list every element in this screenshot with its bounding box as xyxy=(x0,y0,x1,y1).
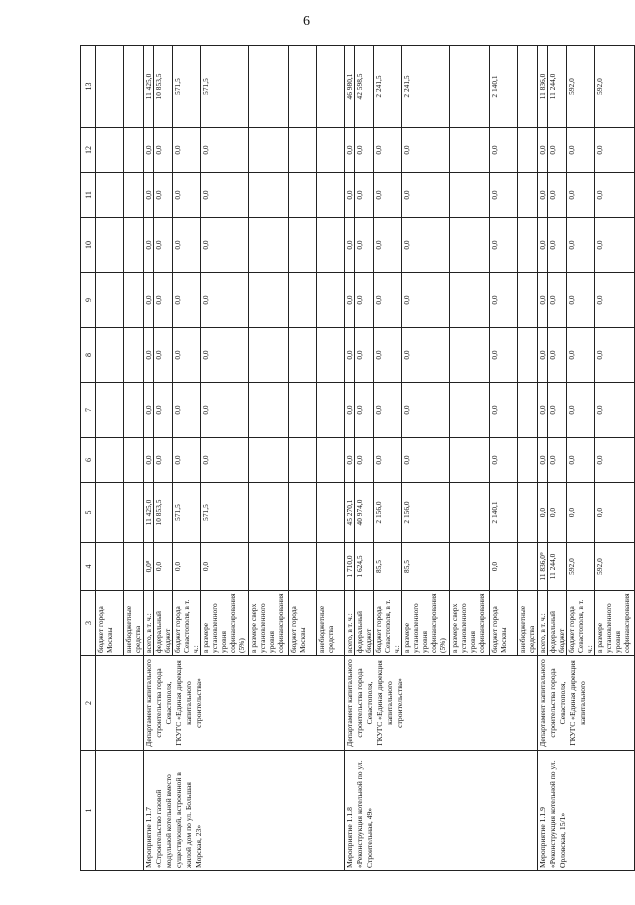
funding-source-cell: бюджет города Москвы xyxy=(96,591,124,656)
value-cell xyxy=(317,483,345,543)
value-cell xyxy=(450,328,490,383)
value-cell: 0,0 xyxy=(567,218,595,273)
value-cell: 0,0 xyxy=(548,483,567,543)
value-cell: 0,0 xyxy=(548,273,567,328)
value-cell: 0,0 xyxy=(538,273,548,328)
value-cell: 0,0 xyxy=(595,383,635,438)
header-cell: 3 xyxy=(81,591,96,656)
value-cell: 0,0 xyxy=(374,218,402,273)
value-cell: 40 974,0 xyxy=(355,483,374,543)
header-cell: 10 xyxy=(81,218,96,273)
funding-source-cell: бюджет города Севастополя, в т. ч.: xyxy=(173,591,201,656)
value-cell xyxy=(317,383,345,438)
value-cell xyxy=(249,273,289,328)
funding-source-cell: в размере установленного уровня софинансирования (5%) xyxy=(201,591,249,656)
value-cell: 0,0 xyxy=(567,328,595,383)
value-cell xyxy=(450,273,490,328)
value-cell: 10 853,5 xyxy=(154,483,173,543)
value-cell xyxy=(289,273,317,328)
value-cell: 2 241,5 xyxy=(402,46,450,128)
value-cell xyxy=(518,543,538,591)
header-cell: 2 xyxy=(81,656,96,751)
value-cell: 0,0 xyxy=(538,383,548,438)
value-cell: 592,0 xyxy=(567,543,595,591)
value-cell: 0,0 xyxy=(355,218,374,273)
table-row xyxy=(538,46,548,871)
value-cell: 0,0 xyxy=(595,173,635,218)
funding-table xyxy=(80,45,635,871)
value-cell xyxy=(450,218,490,273)
value-cell xyxy=(518,438,538,483)
value-cell: 592,0 xyxy=(567,46,595,128)
value-cell xyxy=(289,383,317,438)
value-cell xyxy=(124,273,144,328)
value-cell: 0,0 xyxy=(154,328,173,383)
value-cell xyxy=(317,273,345,328)
value-cell xyxy=(450,438,490,483)
value-cell: 0,0 xyxy=(548,128,567,173)
value-cell xyxy=(96,218,124,273)
value-cell: 0,0 xyxy=(595,128,635,173)
value-cell: 0,0 xyxy=(402,173,450,218)
value-cell xyxy=(518,273,538,328)
funding-source-cell: в размере сверх установленного уровня софинансирования xyxy=(450,591,490,656)
value-cell xyxy=(124,46,144,128)
value-cell: 0,0 xyxy=(154,173,173,218)
funding-source-cell: федеральный бюджет xyxy=(154,591,173,656)
value-cell: 11 836,0⁹ xyxy=(538,543,548,591)
value-cell xyxy=(249,543,289,591)
header-cell: 8 xyxy=(81,328,96,383)
value-cell: 45 270,1 xyxy=(345,483,355,543)
header-cell: 5 xyxy=(81,483,96,543)
measure-name-cell: Мероприятие 1.1.7 «Строительство газовой модульной котельной вместо существующей, встроенной в жилой дом по ул. Большая Морская, 23» xyxy=(144,751,345,871)
value-cell: 0,0 xyxy=(144,273,154,328)
value-cell xyxy=(317,438,345,483)
value-cell xyxy=(124,328,144,383)
page-number: 6 xyxy=(303,14,310,29)
value-cell: 0,0 xyxy=(345,383,355,438)
value-cell: 0,0 xyxy=(595,483,635,543)
value-cell: 0,0 xyxy=(548,383,567,438)
value-cell: 0,0 xyxy=(490,128,518,173)
funding-source-cell: внебюджетные средства xyxy=(124,591,144,656)
value-cell xyxy=(450,173,490,218)
value-cell xyxy=(124,218,144,273)
header-cell: 13 xyxy=(81,46,96,128)
value-cell xyxy=(289,128,317,173)
value-cell: 571,5 xyxy=(173,46,201,128)
value-cell: 0,0 xyxy=(355,173,374,218)
value-cell: 0,0 xyxy=(374,383,402,438)
funding-source-cell: федеральный бюджет xyxy=(355,591,374,656)
value-cell: 0,0 xyxy=(173,173,201,218)
value-cell: 0,0 xyxy=(345,173,355,218)
value-cell: 0,0 xyxy=(402,128,450,173)
measure-name-cell xyxy=(96,751,144,871)
value-cell: 0,0 xyxy=(173,218,201,273)
value-cell: 0,0 xyxy=(374,328,402,383)
value-cell: 85,5 xyxy=(402,543,450,591)
value-cell: 42 598,5 xyxy=(355,46,374,128)
value-cell: 0,0 xyxy=(201,328,249,383)
value-cell: 0,0 xyxy=(374,273,402,328)
value-cell xyxy=(96,438,124,483)
value-cell xyxy=(450,483,490,543)
value-cell: 0,0 xyxy=(490,438,518,483)
value-cell xyxy=(96,128,124,173)
value-cell xyxy=(124,128,144,173)
value-cell xyxy=(249,128,289,173)
value-cell: 11 244,0 xyxy=(548,46,567,128)
value-cell: 0,0 xyxy=(567,173,595,218)
funding-source-cell: внебюджетные средства xyxy=(317,591,345,656)
value-cell xyxy=(249,383,289,438)
value-cell: 0,0 xyxy=(374,173,402,218)
value-cell: 0,0 xyxy=(567,128,595,173)
value-cell: 571,5 xyxy=(201,483,249,543)
value-cell xyxy=(289,173,317,218)
value-cell: 11 425,0 xyxy=(144,46,154,128)
value-cell: 0,0 xyxy=(548,438,567,483)
header-cell: 4 xyxy=(81,543,96,591)
value-cell: 0,0 xyxy=(567,438,595,483)
funding-source-cell: бюджет города Севастополя, в т. ч.: xyxy=(374,591,402,656)
table-row xyxy=(144,46,154,871)
value-cell: 0,0 xyxy=(490,328,518,383)
value-cell: 0,0 xyxy=(548,218,567,273)
table-rotation-wrapper xyxy=(80,46,631,871)
value-cell: 1 710,0 xyxy=(345,543,355,591)
value-cell xyxy=(317,173,345,218)
value-cell: 0,0 xyxy=(345,128,355,173)
funding-source-cell: всего, в т. ч.: xyxy=(538,591,548,656)
value-cell: 0,0 xyxy=(201,438,249,483)
funding-source-cell: бюджет города Москвы xyxy=(490,591,518,656)
header-cell: 9 xyxy=(81,273,96,328)
value-cell: 1 624,5 xyxy=(355,543,374,591)
value-cell: 0,0 xyxy=(173,438,201,483)
value-cell: 11 836,0 xyxy=(538,46,548,128)
value-cell: 571,5 xyxy=(201,46,249,128)
value-cell xyxy=(289,483,317,543)
value-cell: 0,0 xyxy=(538,328,548,383)
header-cell: 6 xyxy=(81,438,96,483)
value-cell: 0,0 xyxy=(538,438,548,483)
executor-cell xyxy=(96,656,144,751)
value-cell: 0,0 xyxy=(355,128,374,173)
value-cell: 0,0 xyxy=(154,438,173,483)
value-cell: 11 425,0 xyxy=(144,483,154,543)
value-cell: 85,5 xyxy=(374,543,402,591)
executor-cell: Департамент капитального строительства города Севастополя, ГКУГС «Единая дирекция капитального xyxy=(538,656,635,751)
value-cell: 2 156,0 xyxy=(374,483,402,543)
value-cell: 0,0 xyxy=(402,218,450,273)
value-cell: 0,0 xyxy=(595,273,635,328)
value-cell: 0,0 xyxy=(154,128,173,173)
value-cell xyxy=(249,328,289,383)
value-cell xyxy=(317,543,345,591)
value-cell: 0,0 xyxy=(595,218,635,273)
funding-source-cell: всего, в т. ч.: xyxy=(144,591,154,656)
value-cell: 0,0 xyxy=(490,543,518,591)
value-cell xyxy=(96,273,124,328)
value-cell: 10 853,5 xyxy=(154,46,173,128)
header-cell: 12 xyxy=(81,128,96,173)
rotated-table-area xyxy=(80,46,631,871)
value-cell xyxy=(249,173,289,218)
funding-source-cell: внебюджетные средства xyxy=(518,591,538,656)
value-cell xyxy=(96,543,124,591)
value-cell: 0,0 xyxy=(144,328,154,383)
value-cell xyxy=(289,218,317,273)
header-cell: 7 xyxy=(81,383,96,438)
value-cell: 0,0 xyxy=(402,438,450,483)
value-cell: 0,0 xyxy=(144,218,154,273)
value-cell xyxy=(518,46,538,128)
value-cell: 0,0 xyxy=(201,128,249,173)
funding-source-cell: в размере сверх установленного уровня софинансирования xyxy=(249,591,289,656)
value-cell: 0,0 xyxy=(173,328,201,383)
value-cell: 571,5 xyxy=(173,483,201,543)
value-cell: 2 140,1 xyxy=(490,483,518,543)
value-cell xyxy=(96,383,124,438)
value-cell: 0,0 xyxy=(567,383,595,438)
value-cell: 0,0 xyxy=(548,173,567,218)
measure-name-cell: Мероприятие 1.1.9 «Реконструкция котельной по ул. Орловская, 15/1» xyxy=(538,751,635,871)
value-cell xyxy=(317,218,345,273)
value-cell: 0,0 xyxy=(201,543,249,591)
funding-source-cell: бюджет города Москвы xyxy=(289,591,317,656)
value-cell xyxy=(518,173,538,218)
value-cell: 46 980,1 xyxy=(345,46,355,128)
funding-source-cell: всего, в т. ч.: xyxy=(345,591,355,656)
value-cell: 0,0 xyxy=(173,273,201,328)
value-cell: 0,0 xyxy=(201,218,249,273)
value-cell: 2 156,0 xyxy=(402,483,450,543)
value-cell xyxy=(249,46,289,128)
value-cell xyxy=(289,328,317,383)
value-cell: 0,0 xyxy=(154,218,173,273)
value-cell xyxy=(317,46,345,128)
value-cell: 0,0 xyxy=(144,438,154,483)
value-cell: 0,0 xyxy=(173,128,201,173)
value-cell xyxy=(124,383,144,438)
value-cell: 0,0 xyxy=(490,383,518,438)
value-cell: 0,0 xyxy=(567,483,595,543)
value-cell: 0,0 xyxy=(154,543,173,591)
value-cell: 0,0 xyxy=(345,218,355,273)
value-cell: 0,0 xyxy=(490,173,518,218)
value-cell: 0,0 xyxy=(402,273,450,328)
value-cell xyxy=(124,173,144,218)
value-cell xyxy=(124,543,144,591)
value-cell xyxy=(249,438,289,483)
value-cell xyxy=(518,218,538,273)
value-cell xyxy=(124,483,144,543)
value-cell xyxy=(96,46,124,128)
value-cell xyxy=(450,46,490,128)
value-cell xyxy=(518,383,538,438)
value-cell xyxy=(96,328,124,383)
value-cell: 0,0 xyxy=(144,128,154,173)
value-cell xyxy=(249,218,289,273)
value-cell: 0,0 xyxy=(490,273,518,328)
value-cell: 0,0 xyxy=(154,383,173,438)
table-row xyxy=(96,46,124,871)
value-cell xyxy=(96,173,124,218)
executor-cell: Департамент капитального строительства города Севастополя, ГКУГС «Единая дирекция капитального строительства» xyxy=(144,656,345,751)
value-cell: 0,0 xyxy=(154,273,173,328)
value-cell xyxy=(518,328,538,383)
header-cell: 1 xyxy=(81,751,96,871)
value-cell: 11 244,0 xyxy=(548,543,567,591)
value-cell xyxy=(450,543,490,591)
value-cell: 0,0 xyxy=(374,438,402,483)
value-cell: 2 140,1 xyxy=(490,46,518,128)
value-cell: 0,0 xyxy=(538,128,548,173)
value-cell: 0,0 xyxy=(595,438,635,483)
value-cell: 592,0 xyxy=(595,46,635,128)
executor-cell: Департамент капитального строительства города Севастополя, ГКУГС «Единая дирекция капитального строительства» xyxy=(345,656,538,751)
value-cell: 0,0 xyxy=(345,273,355,328)
value-cell: 0,0 xyxy=(538,483,548,543)
value-cell xyxy=(450,128,490,173)
funding-source-cell: в размере установленного уровня софинансирования (5%) xyxy=(402,591,450,656)
value-cell: 0,0 xyxy=(144,383,154,438)
value-cell: 2 241,5 xyxy=(374,46,402,128)
value-cell: 0,0 xyxy=(595,328,635,383)
value-cell: 0,0 xyxy=(355,383,374,438)
value-cell: 0,0 xyxy=(345,438,355,483)
value-cell xyxy=(96,483,124,543)
value-cell: 0,0 xyxy=(355,328,374,383)
value-cell xyxy=(317,328,345,383)
value-cell: 0,0 xyxy=(490,218,518,273)
value-cell: 0,0 xyxy=(201,273,249,328)
header-row xyxy=(81,46,96,871)
value-cell: 0,0 xyxy=(567,273,595,328)
table-row xyxy=(345,46,355,871)
value-cell: 0,0 xyxy=(144,173,154,218)
value-cell xyxy=(289,46,317,128)
funding-source-cell: бюджет города Севастополя, в т. ч.: xyxy=(567,591,595,656)
value-cell: 0,0 xyxy=(402,328,450,383)
value-cell xyxy=(518,128,538,173)
value-cell xyxy=(289,543,317,591)
value-cell: 0,0⁸ xyxy=(144,543,154,591)
value-cell: 0,0 xyxy=(173,543,201,591)
value-cell: 0,0 xyxy=(201,383,249,438)
value-cell: 0,0 xyxy=(355,438,374,483)
value-cell: 0,0 xyxy=(548,328,567,383)
value-cell: 0,0 xyxy=(201,173,249,218)
measure-name-cell: Мероприятие 1.1.8 «Реконструкция котельной по ул. Строительная, 49» xyxy=(345,751,538,871)
funding-source-cell: в размере установленного уровня софинансирования xyxy=(595,591,635,656)
value-cell xyxy=(289,438,317,483)
value-cell xyxy=(518,483,538,543)
value-cell: 0,0 xyxy=(402,383,450,438)
funding-source-cell: федеральный бюджет xyxy=(548,591,567,656)
value-cell: 0,0 xyxy=(355,273,374,328)
header-cell: 11 xyxy=(81,173,96,218)
value-cell: 0,0 xyxy=(538,218,548,273)
value-cell xyxy=(317,128,345,173)
value-cell: 0,0 xyxy=(345,328,355,383)
value-cell: 0,0 xyxy=(538,173,548,218)
value-cell xyxy=(124,438,144,483)
value-cell: 0,0 xyxy=(374,128,402,173)
value-cell: 0,0 xyxy=(173,383,201,438)
value-cell xyxy=(249,483,289,543)
value-cell: 592,0 xyxy=(595,543,635,591)
value-cell xyxy=(450,383,490,438)
